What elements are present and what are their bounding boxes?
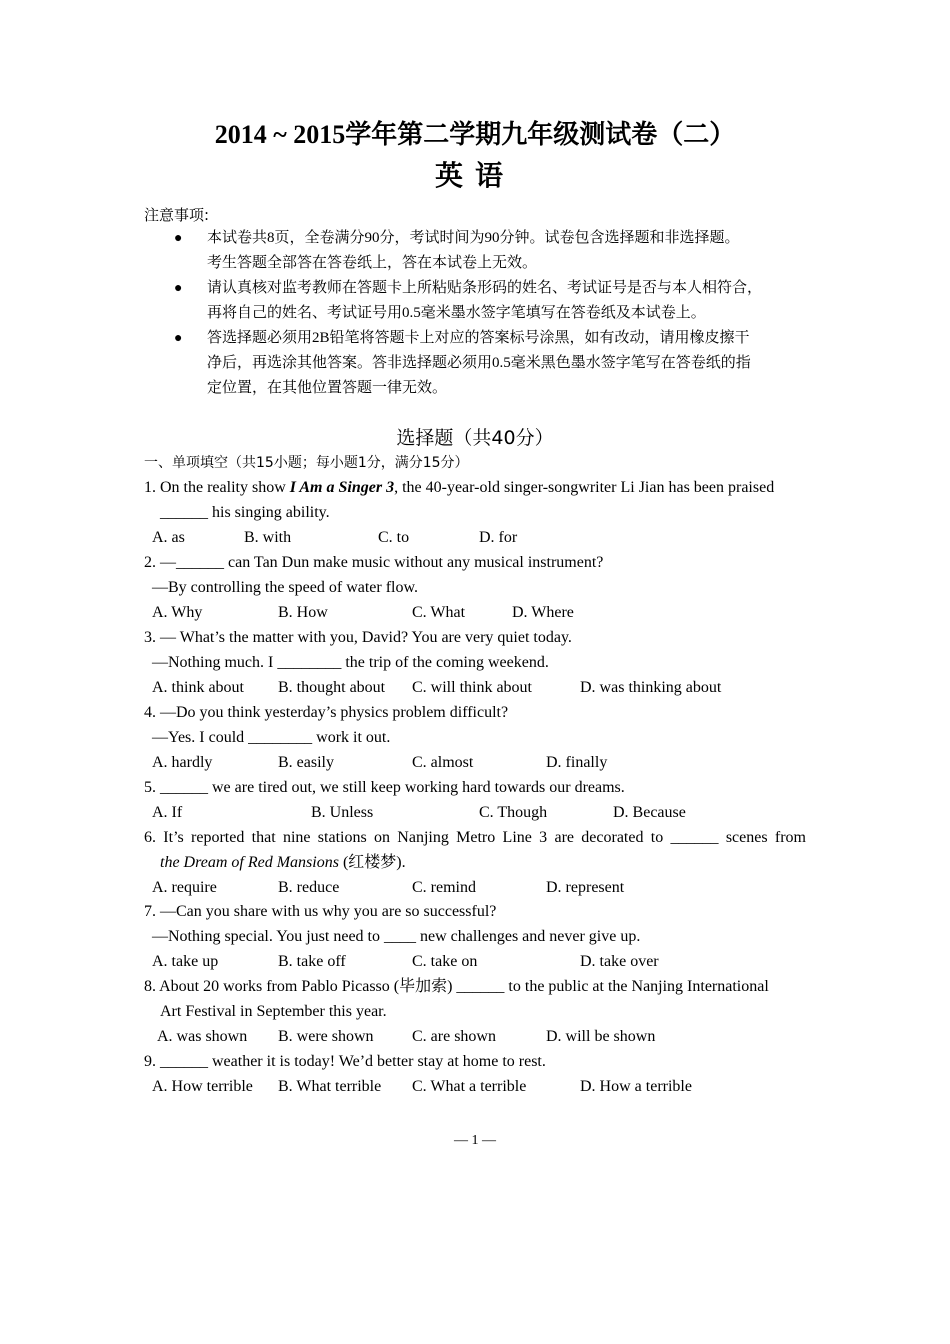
- book-title: the Dream of Red Mansions: [160, 854, 339, 871]
- question-1-show-title: I Am a Singer 3: [289, 479, 395, 496]
- option-a: A. require: [152, 879, 217, 896]
- option-c: C. to: [378, 529, 410, 546]
- question-9-line-1: 9. ______ weather it is today! We’d better stay at home to rest.: [144, 1053, 546, 1070]
- question-8-line-1: 8. About 20 works from Pablo Picasso (毕加索) ______ to the public at the Nanjing International: [144, 978, 769, 995]
- notice-item-3-line-1: 答选择题必须用2B铅笔将答题卡上对应的答案标号涂黑，如有改动，请用橡皮擦干: [207, 330, 750, 346]
- question-3-line-1: 3. — What’s the matter with you, David? You are very quiet today.: [144, 629, 572, 646]
- question-1-text: 1. On the reality show: [144, 479, 290, 496]
- question-6-text-cont: (红楼梦).: [338, 854, 406, 871]
- notice-item-3-line-2: 净后，再选涂其他答案。答非选择题必须用0.5毫米黑色墨水签字笔写在答卷纸的指: [207, 355, 751, 371]
- question-6-line-1: 6. It’s reported that nine stations on Nanjing Metro Line 3 are decorated to ______ scenes from: [144, 829, 806, 846]
- subject-title: 英语: [434, 161, 515, 192]
- question-6-line-2: [160, 851, 406, 875]
- option-b: B. take off: [278, 953, 346, 970]
- notice-item-2-line-2: 再将自己的姓名、考试证号用0.5毫米墨水签字笔填写在答卷纸及本试卷上。: [207, 305, 706, 321]
- option-c: C. remind: [412, 879, 476, 896]
- option-d: D. take over: [580, 953, 659, 970]
- option-d: D. for: [479, 529, 518, 546]
- question-2-line-1: 2. —______ can Tan Dun make music without any musical instrument?: [144, 554, 604, 571]
- option-b: B. How: [278, 604, 328, 621]
- question-7-line-1: 7. —Can you share with us why you are so successful?: [144, 903, 497, 920]
- option-b: B. What terrible: [278, 1078, 382, 1095]
- option-b: B. reduce: [278, 879, 340, 896]
- notice-item-1-line-1: 本试卷共8页，全卷满分90分，考试时间为90分钟。试卷包含选择题和非选择题。: [207, 230, 740, 246]
- question-7-line-2: —Nothing special. You just need to ____ new challenges and never give up.: [152, 928, 641, 945]
- option-c: C. Though: [479, 804, 548, 821]
- option-c: C. are shown: [412, 1028, 496, 1045]
- notice-item-1-line-2: 考生答题全部答在答卷纸上，答在本试卷上无效。: [207, 255, 538, 271]
- option-d: D. will be shown: [546, 1028, 656, 1045]
- question-2-line-2: —By controlling the speed of water flow.: [152, 579, 419, 596]
- option-a: A. think about: [152, 679, 244, 696]
- option-c: C. almost: [412, 754, 474, 771]
- option-c: C. take on: [412, 953, 478, 970]
- option-d: D. Where: [512, 604, 574, 621]
- part-heading: 一、单项填空（共15小题；每小题1分，满分15分）: [144, 455, 469, 471]
- option-a: A. was shown: [157, 1028, 248, 1045]
- option-a: A. as: [152, 529, 185, 546]
- option-d: D. How a terrible: [580, 1078, 692, 1095]
- option-d: D. was thinking about: [580, 679, 722, 696]
- question-1-line-2: ______ his singing ability.: [160, 504, 330, 521]
- option-a: A. take up: [152, 953, 219, 970]
- option-a: A. If: [152, 804, 183, 821]
- option-b: B. easily: [278, 754, 334, 771]
- section-title: 选择题（共40分）: [396, 427, 554, 449]
- bullet-icon: ●: [174, 231, 183, 246]
- option-c: C. will think about: [412, 679, 532, 696]
- option-d: D. finally: [546, 754, 608, 771]
- exam-title: 2014 ~ 2015学年第二学期九年级测试卷（二）: [214, 120, 736, 149]
- option-d: D. represent: [546, 879, 625, 896]
- option-b: B. were shown: [278, 1028, 374, 1045]
- bullet-icon: ●: [174, 331, 183, 346]
- question-1-text-cont: , the 40-year-old singer-songwriter Li Jian has been praised: [394, 479, 775, 496]
- question-4-line-1: 4. —Do you think yesterday’s physics problem difficult?: [144, 704, 509, 721]
- option-b: B. Unless: [311, 804, 374, 821]
- question-5-line-1: 5. ______ we are tired out, we still keep working hard towards our dreams.: [144, 779, 625, 796]
- bullet-icon: ●: [174, 281, 183, 296]
- question-8-line-2: Art Festival in September this year.: [160, 1003, 387, 1020]
- option-d: D. Because: [613, 804, 686, 821]
- question-3-line-2: —Nothing much. I ________ the trip of the coming weekend.: [152, 654, 549, 671]
- notice-item-3-line-3: 定位置，在其他位置答题一律无效。: [207, 380, 448, 396]
- option-b: B. thought about: [278, 679, 386, 696]
- notice-item-2-line-1: 请认真核对监考教师在答题卡上所粘贴条形码的姓名、考试证号是否与本人相符合，: [207, 280, 763, 296]
- option-c: C. What a terrible: [412, 1078, 527, 1095]
- option-c: C. What: [412, 604, 466, 621]
- option-a: A. Why: [152, 604, 203, 621]
- option-a: A. hardly: [152, 754, 213, 771]
- question-4-line-2: —Yes. I could ________ work it out.: [152, 729, 391, 746]
- option-a: A. How terrible: [152, 1078, 253, 1095]
- page-number: — 1 —: [454, 1133, 496, 1148]
- notice-heading: 注意事项:: [144, 206, 210, 224]
- option-b: B. with: [244, 529, 292, 546]
- question-1-line-1: [144, 476, 774, 500]
